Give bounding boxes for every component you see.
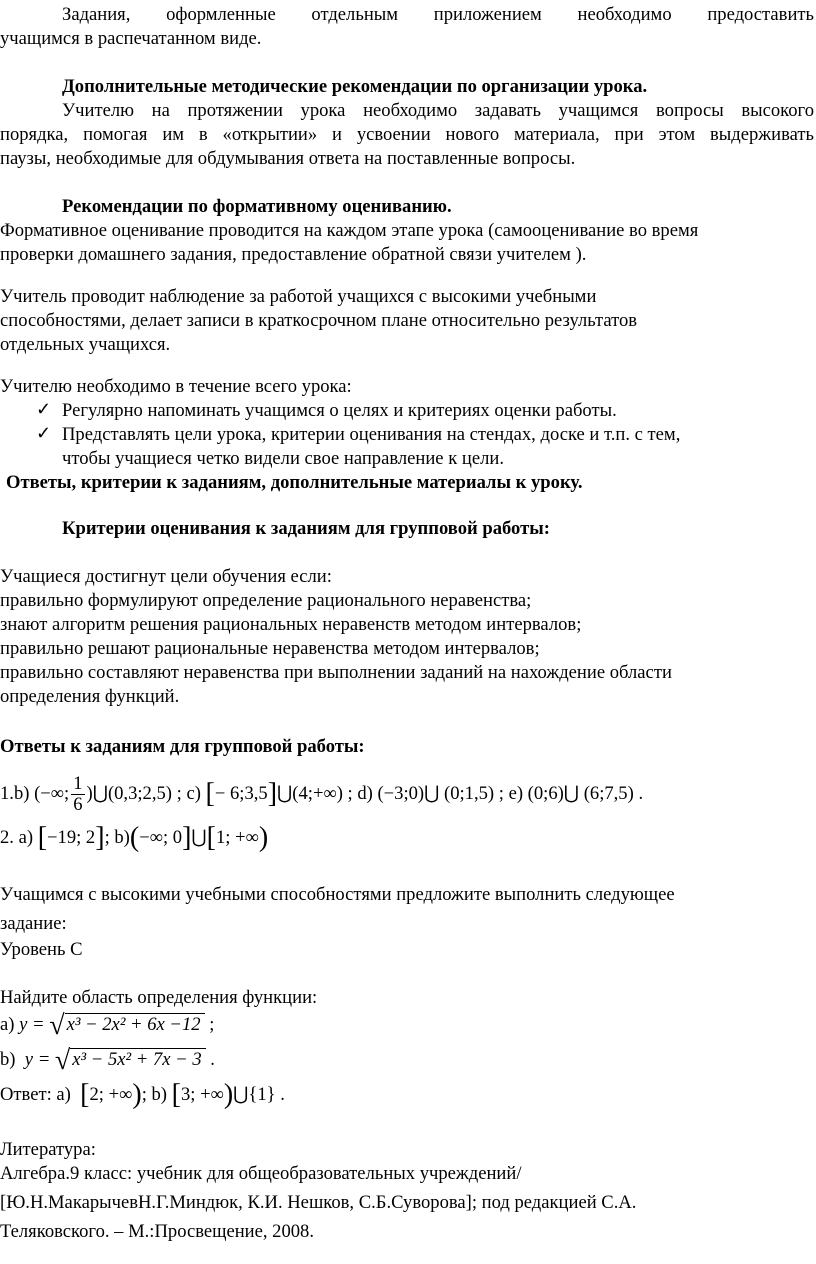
- advanced-answer: [0, 1079, 285, 1110]
- bracket-open: [: [80, 1079, 90, 1110]
- function-a-radicand: x³ − 2x² + 6x −12: [65, 1013, 205, 1036]
- observation-line-1: Учитель проводит наблюдение за работой учащихся с высокими учебными: [0, 286, 597, 307]
- intro-text-1: Задания, оформленные отдельным приложением необходимо предоставить: [62, 4, 814, 25]
- bracket-open: [: [171, 1079, 181, 1110]
- paren-close: ): [258, 822, 269, 853]
- checkmark-icon: ✓: [36, 399, 52, 419]
- function-a-end: ;: [209, 1014, 215, 1035]
- paren-close: ): [132, 1079, 142, 1110]
- answer-2: 2. a) [−19; 2]; b)(−∞; 0]⋃[1; +∞): [0, 822, 269, 853]
- advanced-answer-label: Ответ: a): [0, 1084, 71, 1105]
- function-b-label: b): [0, 1049, 16, 1070]
- paren-open: (: [129, 822, 140, 853]
- literature-line-2: [Ю.Н.МакарычевН.Г.Миндюк, К.И. Нешков, С.Б.Суворова]; под редакцией С.А.: [0, 1192, 637, 1213]
- answer-2-b-interval-1: −∞; 0: [139, 827, 183, 848]
- fraction-denominator: 6: [73, 794, 83, 816]
- methodics-line-2: порядка, помогая им в «открытии» и усвоении нового материала, при этом выдерживать: [0, 124, 814, 145]
- criteria-heading: Критерии оценивания к заданиям для групповой работы:: [62, 518, 550, 539]
- function-a: [0, 1010, 215, 1041]
- answer-1-c-interval: − 6;3,5: [214, 783, 268, 804]
- answer-2-mid: ; b): [104, 827, 130, 848]
- bracket-open: [: [205, 778, 215, 809]
- answer-2-a-interval: −19; 2: [47, 827, 96, 848]
- sqrt-icon: √: [49, 1010, 65, 1041]
- intro-line-1: [0, 3, 814, 27]
- bracket-close: ]: [95, 822, 105, 853]
- function-a-label: a): [0, 1014, 15, 1035]
- answer-1-neg-inf: −∞;: [40, 783, 70, 804]
- function-b-end: .: [210, 1049, 215, 1070]
- function-b-radicand: x³ − 5x² + 7x − 3: [70, 1048, 205, 1071]
- formative-heading: Рекомендации по формативному оцениванию.: [62, 196, 452, 217]
- methodics-line-1: [0, 99, 814, 123]
- answer-2-b-interval-2: 1; +∞: [215, 827, 259, 848]
- methodics-line-3: паузы, необходимые для обдумывания ответа на поставленные вопросы.: [0, 148, 576, 169]
- bracket-close: ]: [267, 778, 278, 809]
- function-b: [0, 1045, 215, 1076]
- bracket-open: [: [206, 822, 216, 853]
- criteria-intro: Учащиеся достигнут цели обучения если:: [0, 566, 332, 587]
- bracket-open: [: [37, 822, 48, 853]
- bullet-2-line-1: Представлять цели урока, критерии оценивания на стендах, доске и т.п. с тем,: [62, 424, 681, 445]
- fraction-numerator: 1: [73, 773, 83, 795]
- literature-heading: Литература:: [0, 1139, 96, 1160]
- criteria-item-2: знают алгоритм решения рациональных неравенств методом интервалов;: [0, 614, 582, 635]
- criteria-item-4-line-1: правильно составляют неравенства при выполнении заданий на нахождение области: [0, 662, 672, 683]
- bracket-close: ]: [182, 822, 192, 853]
- checkmark-icon: ✓: [36, 423, 52, 443]
- fraction-one-sixth: [71, 774, 84, 815]
- level-label: Уровень С: [0, 939, 83, 960]
- advanced-line-2: задание:: [0, 913, 67, 934]
- bullet-2-line-2: чтобы учащиеся четко видели свое направление к цели.: [62, 448, 504, 469]
- paren-close: ): [223, 1079, 234, 1110]
- answers-heading: Ответы, критерии к заданиям, дополнительные материалы к уроку.: [6, 472, 583, 493]
- observation-line-2: способностями, делает записи в краткосрочном плане относительно результатов: [0, 310, 638, 331]
- intro-line-2: учащимся в распечатанном виде.: [0, 28, 262, 49]
- answer-2-prefix: 2. a): [0, 827, 34, 848]
- teacher-duties-intro: Учителю необходимо в течение всего урока:: [0, 376, 352, 397]
- formative-line-1: Формативное оценивание проводится на каждом этапе урока (самооценивание во время: [0, 220, 699, 241]
- function-b-lhs: y =: [24, 1049, 51, 1070]
- advanced-answer-mid: ; b): [141, 1084, 167, 1105]
- task-text: Найдите область определения функции:: [0, 987, 318, 1008]
- sqrt-icon: √: [54, 1045, 71, 1076]
- answer-1-c-rest: ⋃(4;+∞) ; d) (−3;0)⋃ (0;1,5) ; e) (0;6)⋃ (6;7,5) .: [277, 783, 644, 804]
- methodics-text-1: Учителю на протяжении урока необходимо задавать учащимся вопросы высокого: [62, 100, 814, 121]
- advanced-answer-a: 2; +∞: [89, 1084, 133, 1105]
- literature-line-3: Теляковского. – М.:Просвещение, 2008.: [0, 1221, 314, 1242]
- bullet-1: Регулярно напоминать учащимся о целях и критериях оценки работы.: [62, 400, 617, 421]
- observation-line-3: отдельных учащихся.: [0, 334, 171, 355]
- answer-1: [0, 770, 643, 818]
- function-a-lhs: y =: [19, 1014, 45, 1035]
- methodics-heading: Дополнительные методические рекомендации по организации урока.: [62, 76, 648, 97]
- criteria-item-4-line-2: определения функций.: [0, 686, 180, 707]
- criteria-item-3: правильно решают рациональные неравенства методом интервалов;: [0, 638, 540, 659]
- advanced-line-1: Учащимся с высокими учебными способностями предложите выполнить следующее: [0, 884, 675, 905]
- criteria-item-1: правильно формулируют определение рационального неравенства;: [0, 590, 532, 611]
- literature-line-1: Алгебра.9 класс: учебник для общеобразовательных учреждений/: [0, 1163, 522, 1184]
- group-answers-heading: Ответы к заданиям для групповой работы:: [0, 736, 365, 757]
- answer-1-prefix: 1.b) (: [0, 783, 41, 804]
- advanced-answer-b: 3; +∞: [180, 1084, 224, 1105]
- advanced-answer-b-rest: ⋃{1} .: [233, 1084, 285, 1105]
- answer-1-rest: )⋃(0,3;2,5) ; c): [86, 783, 201, 804]
- formative-line-2: проверки домашнего задания, предоставление обратной связи учителем ).: [0, 244, 587, 265]
